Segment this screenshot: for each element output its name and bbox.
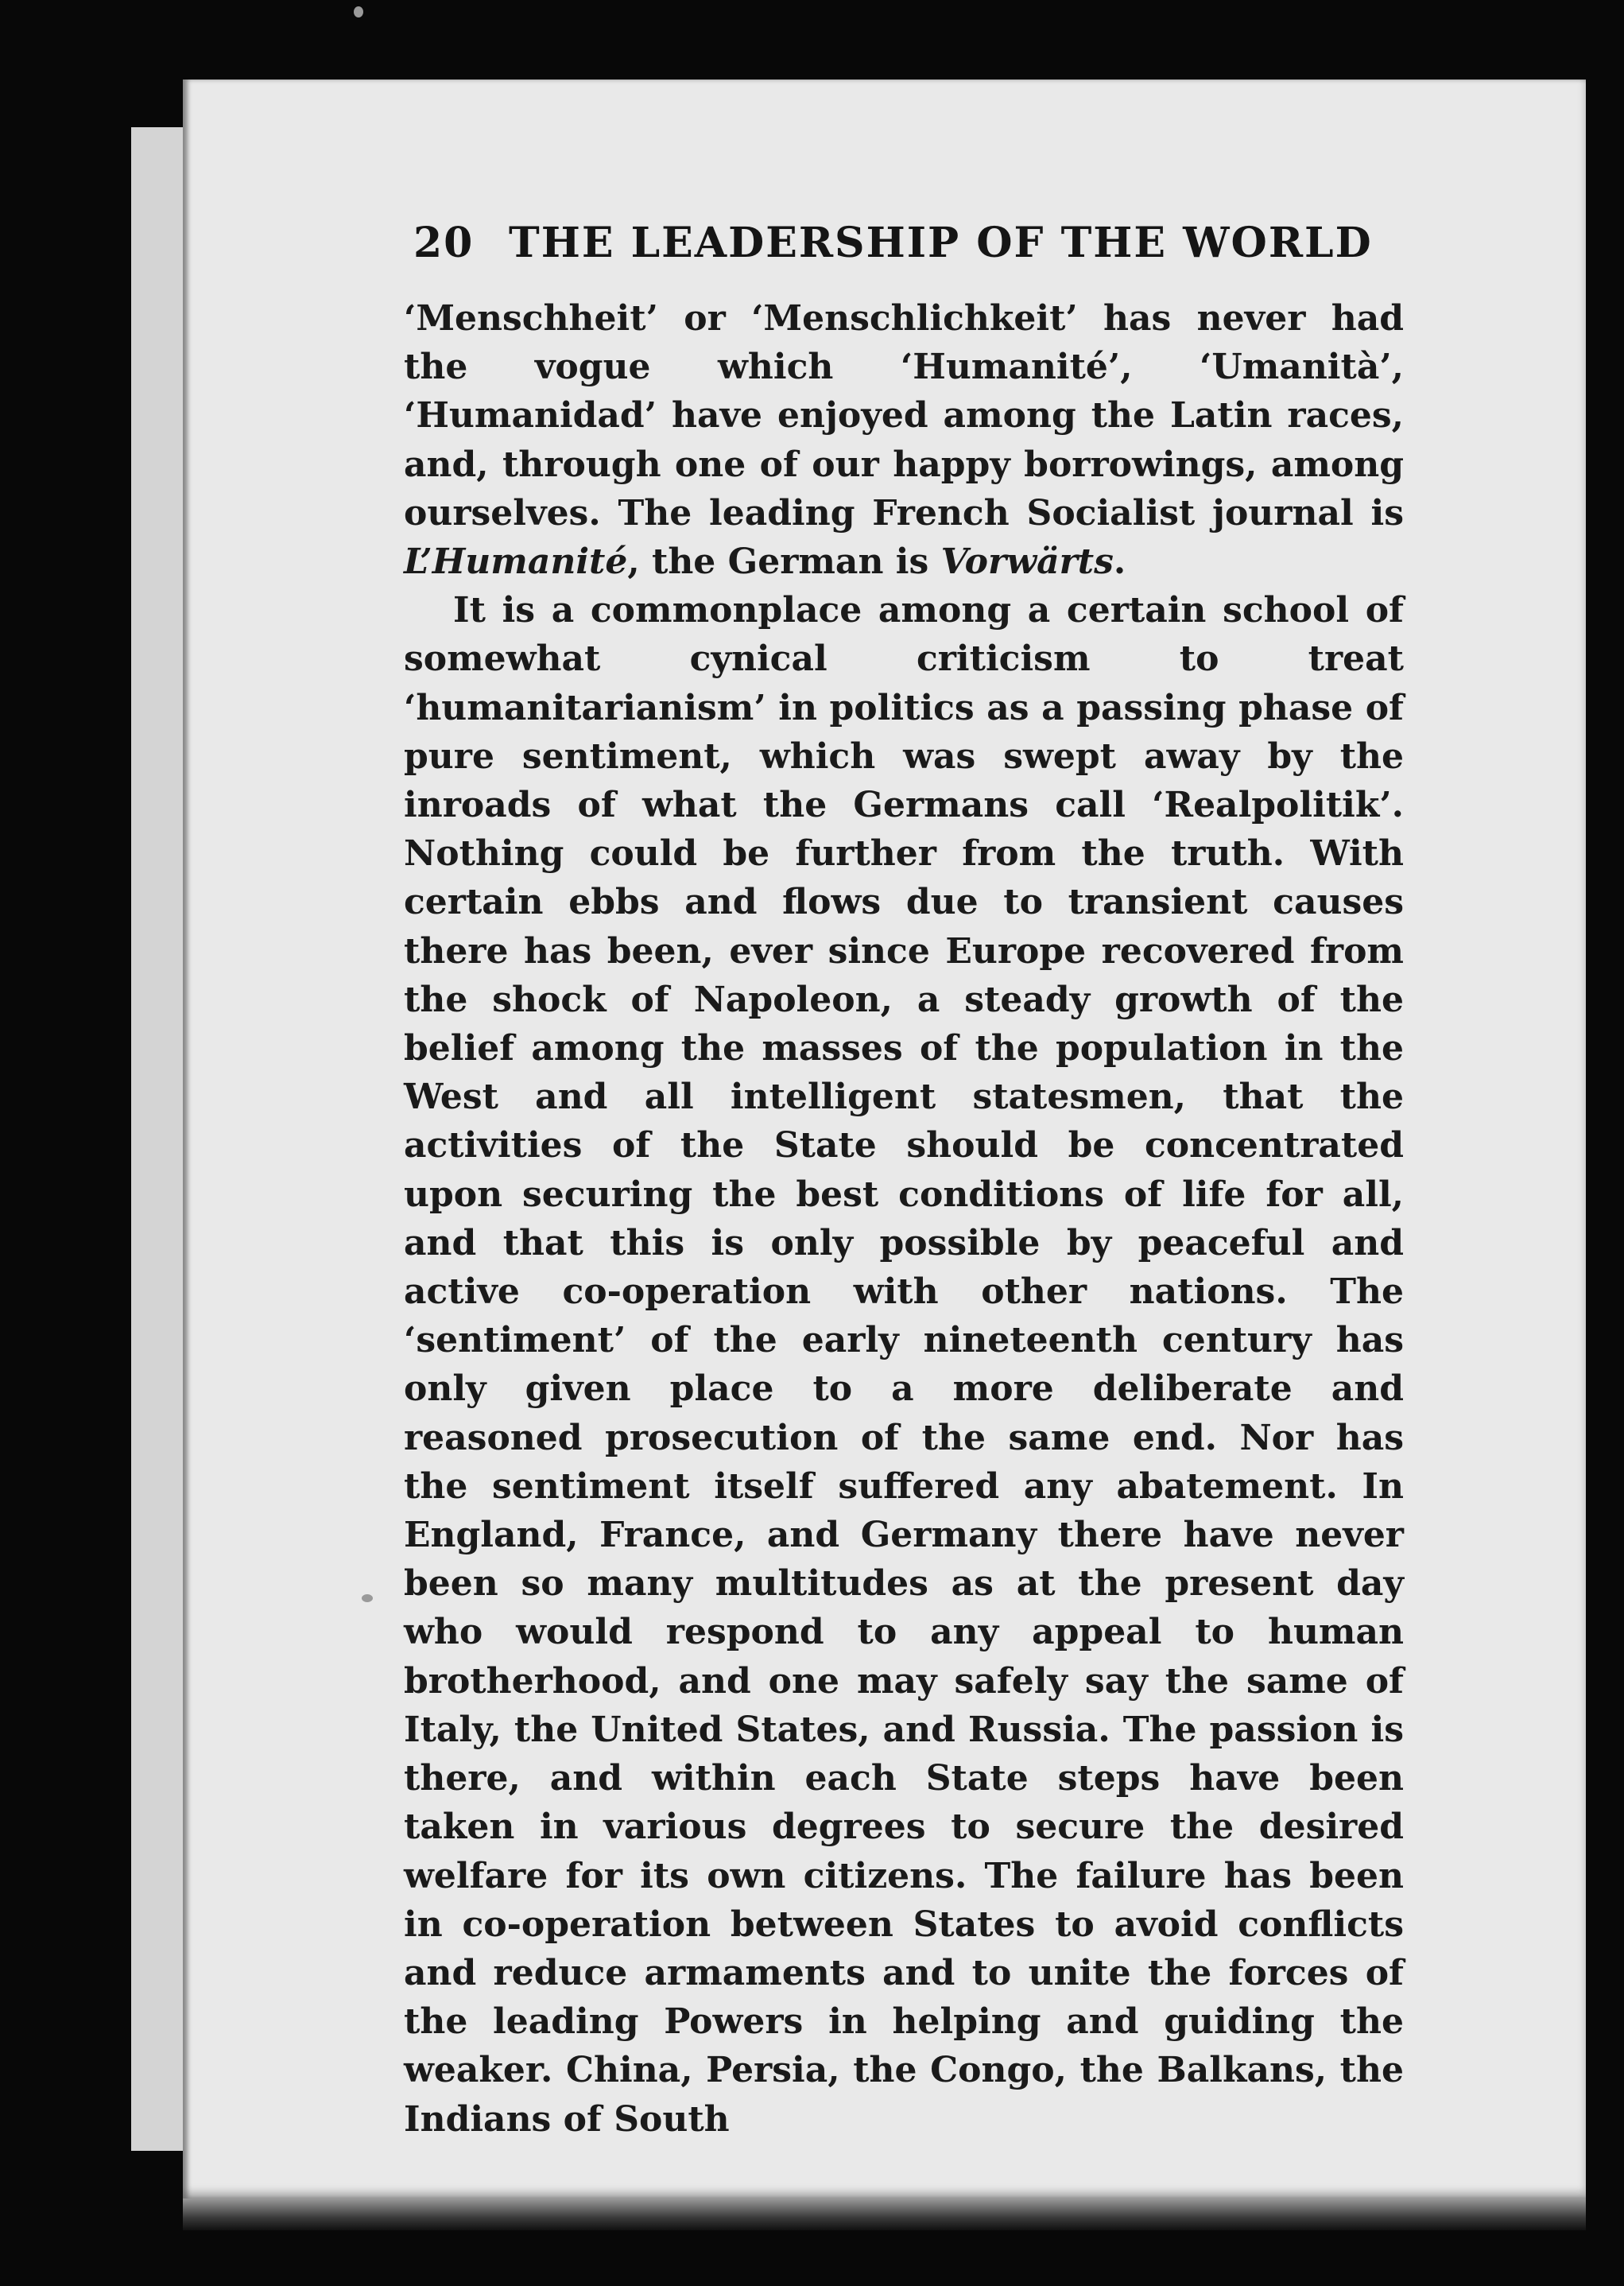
paragraph-2: It is a commonplace among a certain school of somewhat cynical criticism to treat ‘humanitarianism’ in politics as a passing phase of pure sentiment, which was swept away by the inroads of what the Germans call ‘Realpolitik’. Nothing could be further from the truth. With certain ebbs and flows due to transient causes there has been, ever since Europe recovered from the shock of Napoleon, a steady growth of the belief among the masses of the population in the West and all intelligent statesmen, that the activities of the State should be concentrated upon securing the best conditions of life for all, and that this is only possible by peaceful and active co-operation with other nations. The ‘sentiment’ of the early nineteenth century has only given place to a more deliberate and reasoned prosecution of the same end. Nor has the sentiment itself suffered any abatement. In England, France, and Germany there have never been so many multitudes as at the present day who would respond to any appeal to human brotherhood, and one may safely say the same of Italy, the United States, and Russia. The passion is there, and within each State steps have been taken in various degrees to secure the desired welfare for its own citizens. The failure has been in co-operation between States to avoid conflicts and reduce armaments and to unite the forces of the leading Powers in helping and guiding the weaker. China, Persia, the Congo, the Balkans, the Indians of South	[404, 590, 1404, 2140]
paragraph-1-text: ‘Menschheit’ or ‘Menschlichkeit’ has never had the vogue which ‘Humanité’, ‘Umanità’, ‘Humanidad’ have enjoyed among the Latin races, and, through one of our happy borrowings, among ourselves. The leading French Socialist journal is	[404, 298, 1404, 534]
paragraph-1	[404, 294, 1404, 586]
journal-title-german: Vorwärts	[940, 541, 1114, 583]
paragraph-1-text: .	[1113, 541, 1126, 583]
running-title: THE LEADERSHIP OF THE WORLD	[509, 219, 1373, 267]
paragraph-1-text: , the German is	[627, 541, 941, 583]
body-text	[404, 294, 1404, 2144]
journal-title-french: L’Humanité	[404, 541, 628, 583]
page-number: 20	[413, 219, 475, 267]
running-header	[413, 219, 1373, 274]
scan-speck	[354, 6, 363, 17]
page-bottom-shadow	[183, 2199, 1586, 2230]
scan-speck	[362, 1594, 373, 1602]
